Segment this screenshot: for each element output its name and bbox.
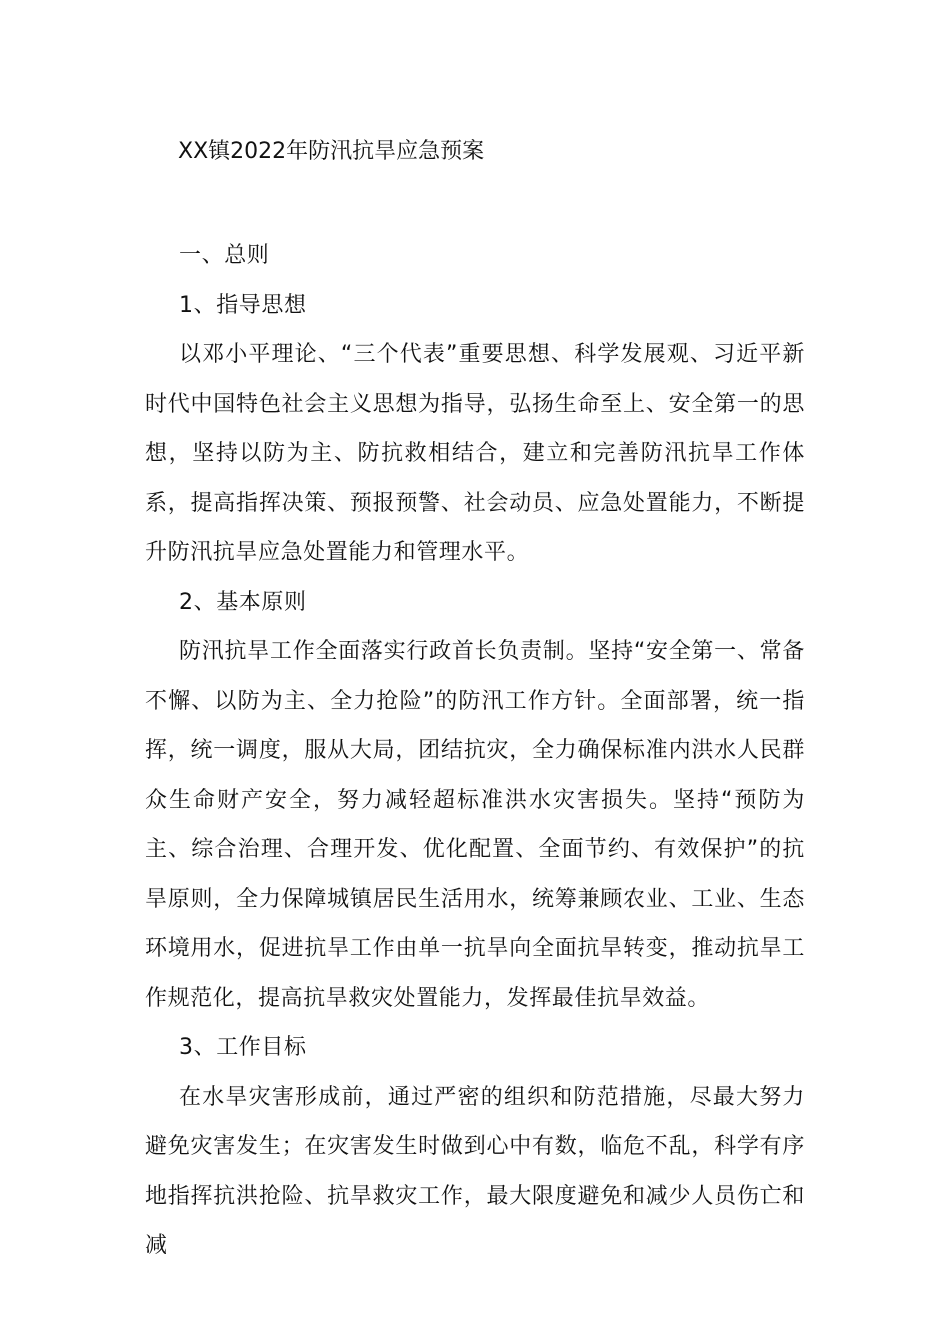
- paragraph-basic-principles: 防汛抗旱工作全面落实行政首长负责制。坚持“安全第一、常备不懈、以防为主、全力抢险”的防汛工作方针。全面部署，统一指挥，统一调度，服从大局，团结抗灾，全力确保标准内洪水人民群众生命财产安全，努力减轻超标准洪水灾害损失。坚持“预防为主、综合治理、合理开发、优化配置、全面节约、有效保护”的抗旱原则，全力保障城镇居民生活用水，统筹兼顾农业、工业、生态环境用水，促进抗旱工作由单一抗旱向全面抗旱转变，推动抗旱工作规范化，提高抗旱救灾处置能力，发挥最佳抗旱效益。: [145, 639, 805, 1011]
- document-title: XX镇2022年防汛抗旱应急预案: [178, 139, 485, 164]
- document-body: [145, 231, 805, 1271]
- paragraph-guiding-ideology: 以邓小平理论、“三个代表”重要思想、科学发展观、习近平新时代中国特色社会主义思想为指导，弘扬生命至上、安全第一的思想，坚持以防为主、防抗救相结合，建立和完善防汛抗旱工作体系，提高指挥决策、预报预警、社会动员、应急处置能力，不断提升防汛抗旱应急处置能力和管理水平。: [145, 342, 805, 565]
- subheading-guiding-ideology: 1、指导思想: [179, 292, 307, 318]
- section-heading-general: 一、总则: [179, 243, 270, 268]
- paragraph-work-objectives: 在水旱灾害形成前，通过严密的组织和防范措施，尽最大努力避免灾害发生；在灾害发生时做到心中有数，临危不乱，科学有序地指挥抗洪抢险、抗旱救灾工作，最大限度避免和减少人员伤亡和减: [145, 1084, 805, 1258]
- subheading-work-objectives: 3、工作目标: [179, 1035, 307, 1060]
- subheading-basic-principles: 2、基本原则: [179, 589, 307, 615]
